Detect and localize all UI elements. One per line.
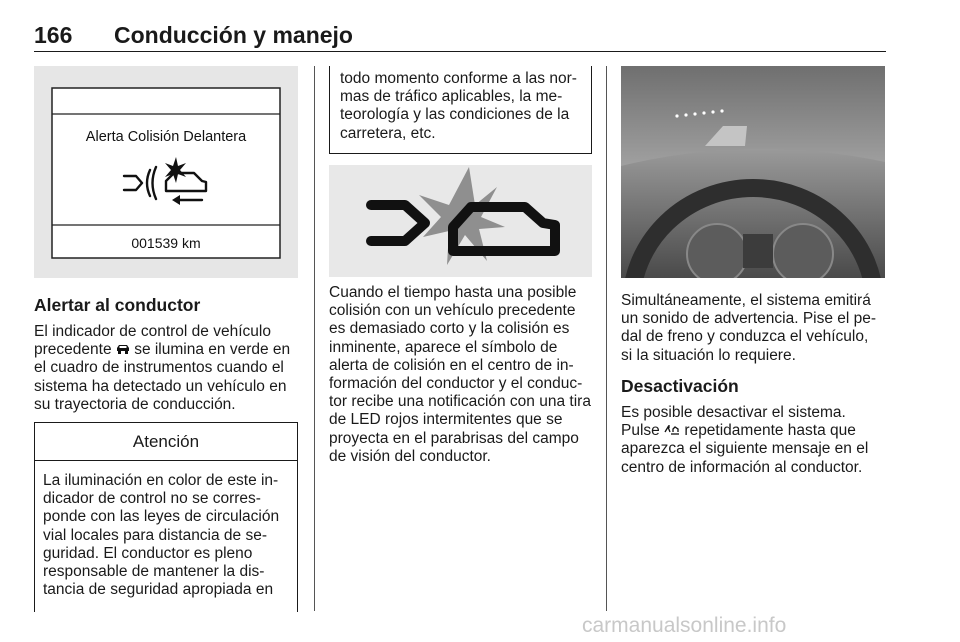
- text-line: un sonido de advertencia. Pise el pe-: [621, 310, 877, 328]
- text-line: todo momento conforme a las nor-: [340, 70, 577, 87]
- display-alert-text: Alerta Colisión Delantera: [85, 129, 247, 145]
- windshield-led-figure: [621, 66, 885, 278]
- text-line: dal de freno y conduzca el vehículo,: [621, 328, 869, 346]
- text-line: teorología y las condiciones de la: [340, 106, 570, 124]
- text-line: Cuando el tiempo hasta una posible: [329, 284, 577, 301]
- warning-box: [34, 422, 298, 612]
- section-heading-deactivation: Desactivación: [621, 376, 739, 396]
- text-line: alerta de colisión en el centro de in-: [329, 356, 574, 374]
- warning-box-continued: [329, 66, 592, 154]
- text-line: inminente, aparece el símbolo de: [329, 338, 558, 356]
- text-line: responsable de mantener la dis-: [43, 563, 265, 581]
- text-line: ponde con las leyes de circulación: [43, 508, 280, 526]
- text-line: su trayectoria de conducción.: [34, 395, 236, 413]
- text-line: de visión del conductor.: [329, 447, 491, 465]
- collision-symbol-illustration: [329, 165, 592, 277]
- text-line: Pulse repetidamente hasta que: [621, 422, 856, 440]
- collision-settings-icon: [664, 423, 680, 436]
- text-line: colisión con un vehículo precedente: [329, 302, 576, 320]
- text-line: carretera, etc.: [340, 124, 436, 142]
- page-number: 166: [34, 22, 73, 48]
- warning-title: Atención: [35, 423, 297, 461]
- text-line: Simultáneamente, el sistema emitirá: [621, 292, 871, 309]
- text-line: aparezca el siguiente mensaje en el: [621, 440, 869, 458]
- instrument-display-figure: [34, 66, 298, 278]
- text-line: proyecta en el parabrisas del campo: [329, 429, 579, 447]
- text-line: sistema ha detectado un vehículo en: [34, 377, 287, 395]
- sound-paragraph: [621, 292, 889, 365]
- text-line: de LED rojos intermitentes que se: [329, 411, 563, 429]
- text-line: vial locales para distancia de se-: [43, 526, 268, 544]
- dashboard-illustration: [621, 66, 885, 278]
- column-divider-1: [314, 66, 315, 611]
- watermark: carmanualsonline.info: [582, 614, 787, 637]
- text-line: mas de tráfico aplicables, la me-: [340, 88, 563, 106]
- vehicle-ahead-icon: [116, 343, 130, 355]
- collision-paragraph: [329, 284, 597, 466]
- text-line: el cuadro de instrumentos cuando el: [34, 359, 284, 377]
- text-line: tor recibe una notificación con una tira: [329, 393, 591, 411]
- display-illustration: [34, 66, 298, 278]
- text-line: centro de información al conductor.: [621, 458, 863, 476]
- text-line: precedente se ilumina en verde en: [34, 341, 291, 359]
- warning-body: [35, 461, 297, 599]
- text-line: La iluminación en color de este in-: [43, 472, 279, 489]
- text-line: tancia de seguridad apropiada en: [43, 581, 274, 599]
- collision-symbol-figure: [329, 165, 592, 277]
- column-divider-2: [606, 66, 607, 611]
- page-header: [34, 18, 886, 52]
- text-line: Es posible desactivar el sistema.: [621, 404, 846, 421]
- deactivation-paragraph: [621, 404, 889, 477]
- text-line: formación del conductor y el conduc-: [329, 375, 583, 393]
- text-line: si la situación lo requiere.: [621, 346, 796, 364]
- text-line: dicador de control no se corres-: [43, 490, 261, 508]
- speedometer-icon: [687, 224, 747, 278]
- section-heading-alert: Alertar al conductor: [34, 295, 201, 315]
- text-line: El indicador de control de vehículo: [34, 323, 271, 340]
- text-line: guridad. El conductor es pleno: [43, 544, 253, 562]
- display-odometer: 001539 km: [131, 235, 201, 251]
- alert-paragraph: [34, 323, 302, 414]
- tachometer-icon: [773, 224, 833, 278]
- chapter-title: Conducción y manejo: [114, 22, 353, 48]
- text-line: es demasiado corto y la colisión es: [329, 320, 570, 338]
